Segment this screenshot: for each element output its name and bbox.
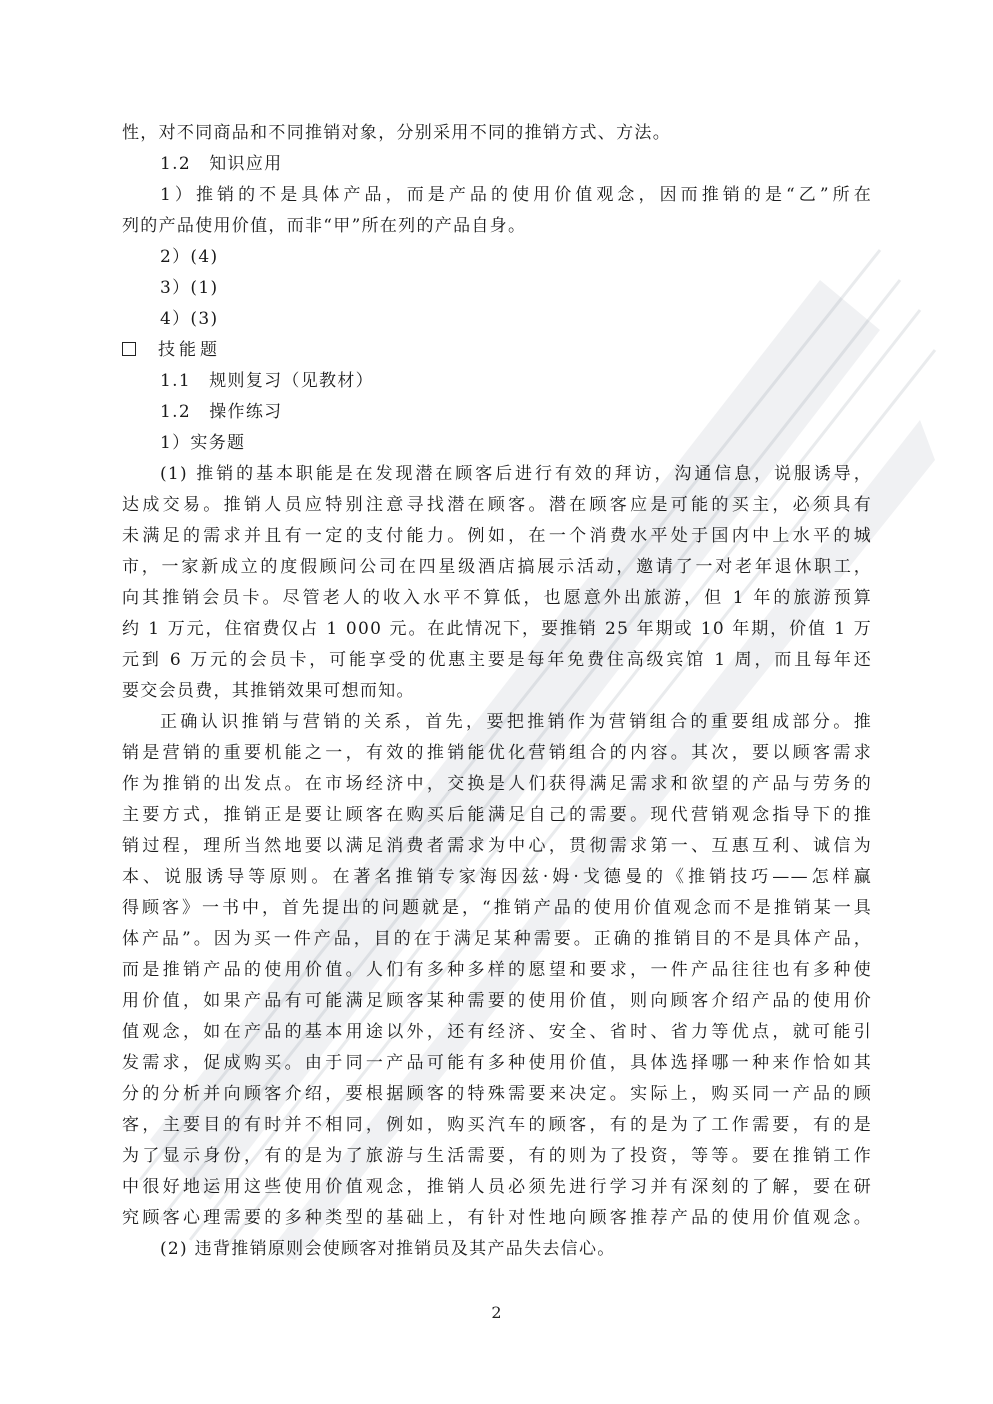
text-line: 值观念，如在产品的基本用途以外，还有经济、安全、省时、省力等优点，就可能引: [122, 1022, 872, 1042]
text-line: 主要方式，推销正是要让顾客在购买后能满足自己的需要。现代营销观念指导下的推: [122, 805, 872, 825]
text-line: 2）(4): [160, 247, 219, 267]
text-line: 究顾客心理需要的多种类型的基础上，有针对性地向顾客推荐产品的使用价值观念。: [122, 1208, 872, 1228]
text-line: 向其推销会员卡。尽管老人的收入水平不算低，也愿意外出旅游，但 1 年的旅游预算: [122, 588, 872, 608]
text-line: (1) 推销的基本职能是在发现潜在顾客后进行有效的拜访，沟通信息，说服诱导，: [160, 464, 872, 484]
text-line: 市，一家新成立的度假顾问公司在四星级酒店搞展示活动，邀请了一对老年退休职工，: [122, 557, 872, 577]
text-line: 元到 6 万元的会员卡，可能享受的优惠主要是每年免费住高级宾馆 1 周，而且每年还: [122, 650, 872, 670]
text-line: 1）实务题: [160, 433, 246, 453]
checkbox-square-icon: [122, 342, 136, 356]
text-line: 1.2 操作练习: [160, 402, 283, 422]
text-line: 要交会员费，其推销效果可想而知。: [122, 681, 415, 701]
text-line: 正确认识推销与营销的关系，首先，要把推销作为营销组合的重要组成部分。推: [160, 712, 872, 732]
text-line: 性，对不同商品和不同推销对象，分别采用不同的推销方式、方法。: [122, 123, 671, 143]
text-line: 约 1 万元，住宿费仅占 1 000 元。在此情况下，要推销 25 年期或 10 年期，价值 1 万: [122, 619, 872, 639]
body-text: [122, 118, 872, 1265]
text-line: 体产品”。因为买一件产品，目的在于满足某种需要。正确的推销目的不是具体产品，: [122, 929, 872, 949]
text-line: 达成交易。推销人员应特别注意寻找潜在顾客。潜在顾客应是可能的买主，必须具有: [122, 495, 872, 515]
text-line: 作为推销的出发点。在市场经济中，交换是人们获得满足需求和欲望的产品与劳务的: [122, 774, 872, 794]
answer-block: [122, 118, 872, 335]
text-line: 3）(1): [160, 278, 219, 298]
text-line: 列的产品使用价值，而非“甲”所在列的产品自身。: [122, 216, 527, 236]
text-line: 未满足的需求并且有一定的支付能力。例如，在一个消费水平处于国内中上水平的城: [122, 526, 872, 546]
skills-block: [122, 366, 872, 1265]
text-line: 为了显示身份，有的是为了旅游与生活需要，有的则为了投资，等等。要在推销工作: [122, 1146, 872, 1166]
text-line: 客，主要目的有时并不相同，例如，购买汽车的顾客，有的是为了工作需要，有的是: [122, 1115, 872, 1135]
section-heading-row: [122, 335, 872, 366]
section-heading: 技能题: [158, 340, 221, 360]
text-line: 发需求，促成购买。由于同一产品可能有多种使用价值，具体选择哪一种来作恰如其: [122, 1053, 872, 1073]
text-line: 得顾客》一书中，首先提出的问题就是，“推销产品的使用价值观念而不是推销某一具: [122, 898, 872, 918]
text-line: 销是营销的重要机能之一，有效的推销能优化营销组合的内容。其次，要以顾客需求: [122, 743, 872, 763]
page-number: 2: [491, 1303, 502, 1322]
text-line: 而是推销产品的使用价值。人们有多种多样的愿望和要求，一件产品往往也有多种使: [122, 960, 872, 980]
text-line: 4）(3): [160, 309, 219, 329]
text-line: 1.1 规则复习（见教材）: [160, 371, 374, 391]
text-line: 用价值，如果产品有可能满足顾客某种需要的使用价值，则向顾客介绍产品的使用价: [122, 991, 872, 1011]
text-line: (2) 违背推销原则会使顾客对推销员及其产品失去信心。: [160, 1239, 616, 1259]
text-line: 本、说服诱导等原则。在著名推销专家海因兹·姆·戈德曼的《推销技巧——怎样赢: [122, 867, 872, 887]
text-line: 销过程，理所当然地要以满足消费者需求为中心，贯彻需求第一、互惠互利、诚信为: [122, 836, 872, 856]
text-line: 1）推销的不是具体产品，而是产品的使用价值观念，因而推销的是“乙”所在: [160, 185, 872, 205]
text-line: 分的分析并向顾客介绍，要根据顾客的特殊需要来决定。实际上，购买同一产品的顾: [122, 1084, 872, 1104]
text-line: 中很好地运用这些使用价值观念，推销人员必须先进行学习并有深刻的了解，要在研: [122, 1177, 872, 1197]
text-line: 1.2 知识应用: [160, 154, 283, 174]
